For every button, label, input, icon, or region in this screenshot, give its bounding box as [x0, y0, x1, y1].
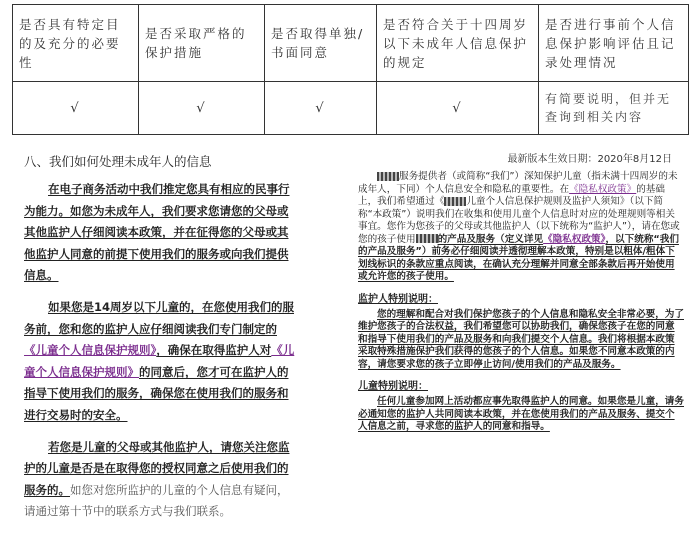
redacted-mark: [416, 234, 438, 243]
check-mark: √: [377, 82, 539, 135]
paragraph-text: 如果您是14周岁以下儿童的，在您使用我们的服务前，您和您的监护人应仔细阅读我们专门制定的: [24, 299, 295, 336]
guardian-heading: 监护人特别说明：: [358, 293, 438, 305]
privacy-policy-link[interactable]: 《隐私权政策》: [569, 183, 637, 195]
policy-excerpt-right: [358, 150, 684, 440]
effective-date: 最新版本生效日期：2020年8月12日: [507, 154, 672, 165]
paragraph: [358, 171, 684, 284]
paragraph-text: 如您对您所监护的儿童的个人信息有疑问，请通过第十节中的联系方式与我们联系。: [24, 482, 289, 519]
redacted-mark: [444, 197, 466, 206]
policy-excerpt-left: [24, 152, 296, 533]
assessment-table: [12, 4, 689, 135]
paragraph-text: 若您是儿童的父母或其他监护人，请您关注您监护的儿童是否是在取得您的授权同意之后使用我们的服务的。: [24, 439, 290, 497]
paragraph-text: 在电子商务活动中我们推定您具有相应的民事行为能力。如您为未成年人，我们要求您请您的父母或其他监护人仔细阅读本政策，并在征得您的父母或其他监护人同意的前提下使用我们的服务或向我们提供信息。: [24, 182, 290, 283]
paragraph: [24, 179, 296, 287]
privacy-policy-link[interactable]: 《隐私权政策》: [543, 233, 606, 245]
paragraph-text: ，以下统称“我们的产品及服务”）前务必仔细阅读并透彻理解本政策，特别是以粗体/粗体下划线标识的条款应重点阅读，在确认充分理解并同意全部条款后再开始使用或允许您的孩子使用。: [358, 233, 679, 282]
paragraph-text: 的基础上，我们希望通过《: [358, 183, 665, 207]
paragraph: 您的理解和配合对我们保护您孩子的个人信息和隐私安全非常必要，为了维护您孩子的合法权益，我们希望您可以协助我们，确保您孩子在您的同意和指导下使用我们的产品及服务和向我们提交个人信息。我们将根据本政策采取特殊措施保护我们获得的您孩子的个人信息。如果您不同意本政策的内容，请您要求您的孩子立即停止访问/使用我们的产品及服务。: [358, 308, 684, 370]
paragraph: 任何儿童参加网上活动都应事先取得监护人的同意。如果您是儿童，请务必通知您的监护人共同阅读本政策，并在您使用我们的产品及服务、提交个人信息之前，寻求您的监护人的同意和指导。: [358, 396, 684, 432]
header-cell: 是否具有特定目的及充分的必要性: [13, 5, 139, 82]
paragraph-text: 的同意后，您才可在监护人的指导下使用我们的服务，确保您在使用我们的服务和进行交易时的安全。: [24, 364, 289, 422]
table-row: [13, 82, 689, 135]
check-mark: √: [265, 82, 377, 135]
check-mark: √: [139, 82, 265, 135]
paragraph-text: 的产品及服务（定义详见: [437, 233, 544, 245]
paragraph-text: 服务提供者（或简称“我们”）深知保护儿童（指未满十四周岁的未成年人，下同）个人信息安全和隐私的重要性。在: [358, 171, 678, 195]
note-cell: 有简要说明，但并无查询到相关内容: [539, 82, 689, 135]
header-cell: 是否取得单独/书面同意: [265, 5, 377, 82]
child-rules-link[interactable]: 《儿童个人信息保护规则》: [24, 343, 157, 358]
child-rules-link[interactable]: 《儿童个人信息保护规则》: [24, 343, 295, 379]
header-cell: 是否进行事前个人信息保护影响评估且记录处理情况: [539, 5, 689, 82]
section-title: 八、我们如何处理未成年人的信息: [24, 154, 212, 169]
child-heading: 儿童特别说明：: [358, 381, 428, 392]
redacted-mark: [377, 172, 399, 181]
paragraph: [24, 437, 296, 523]
paragraph-text: ，确保在取得监护人对: [156, 343, 272, 358]
header-cell: 是否采取严格的保护措施: [139, 5, 265, 82]
paragraph: [24, 297, 296, 427]
paragraph-text: 儿童个人信息保护规则及监护人须知》（以下简称“本政策”）说明我们在收集和使用儿童个人信息时对应的处理规则等相关事宜。您作为您孩子的父母或其他监护人（以下统称为“监护人”），请在您或您的孩子使用: [358, 196, 680, 245]
check-mark: √: [13, 82, 139, 135]
table-header-row: [13, 5, 689, 82]
header-cell: 是否符合关于十四周岁以下未成年人信息保护的规定: [377, 5, 539, 82]
